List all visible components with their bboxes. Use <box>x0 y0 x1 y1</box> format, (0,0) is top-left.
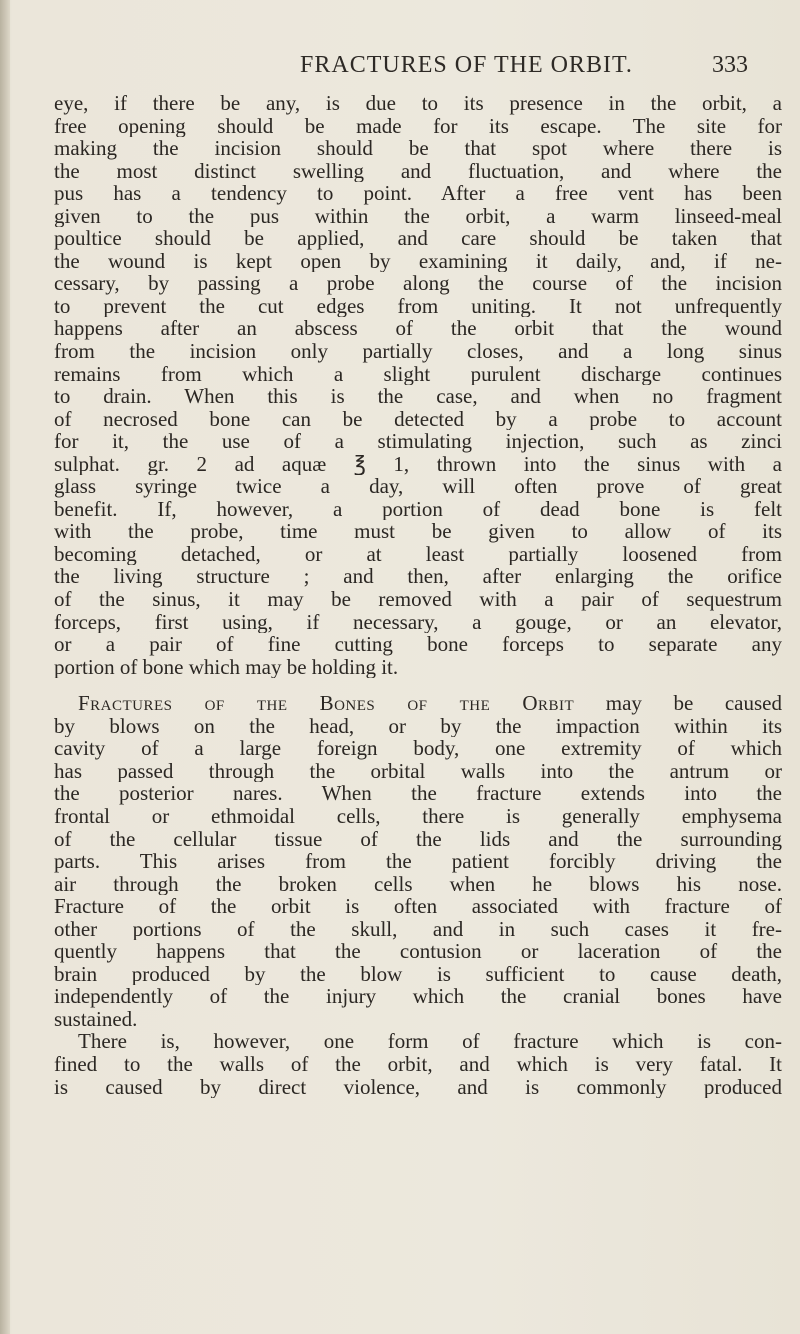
text-line: the wound is kept open by examining it daily, and, if ne- <box>54 249 782 273</box>
text-line: poultice should be applied, and care should be taken that <box>54 227 782 250</box>
text-line: frontal or ethmoidal cells, there is generally emphysema <box>54 804 782 828</box>
text-line: of necrosed bone can be detected by a probe to account <box>54 407 782 431</box>
text-line: the most distinct swelling and fluctuation, and where the <box>54 159 782 183</box>
text-line: brain produced by the blow is sufficient to cause death, <box>54 962 782 986</box>
text-line: free opening should be made for its escape. The site for <box>54 114 782 138</box>
text-line: fined to the walls of the orbit, and which is very fatal. It <box>54 1052 782 1076</box>
text-line: cavity of a large foreign body, one extremity of which <box>54 737 782 760</box>
text-line: for it, the use of a stimulating injection, such as zinci <box>54 430 782 453</box>
text-line: or a pair of fine cutting bone forceps to separate any <box>54 633 782 656</box>
paragraph-gap <box>54 678 782 692</box>
text-line: cessary, by passing a probe along the course of the incision <box>54 272 782 295</box>
text-line: eye, if there be any, is due to its presence in the orbit, a <box>54 92 782 115</box>
text-line: quently happens that the contusion or laceration of the <box>54 940 782 963</box>
page-binding-edge <box>0 0 10 1334</box>
heading-line-rest: may be caused <box>605 692 782 715</box>
text-line: portion of bone which may be holding it. <box>54 655 399 679</box>
paragraph-orbital-fractures <box>54 692 782 1030</box>
text-line: other portions of the skull, and in such cases it fre- <box>54 917 782 941</box>
text-line: is caused by direct violence, and is commonly produced <box>54 1075 782 1099</box>
text-line: pus has a tendency to point. After a free vent has been <box>54 182 782 205</box>
page-number: 333 <box>712 52 748 78</box>
text-line: making the incision should be that spot where there is <box>54 137 782 160</box>
text-line: to prevent the cut edges from uniting. It not unfrequently <box>54 294 782 318</box>
text-line: sustained. <box>54 1007 138 1031</box>
text-line: from the incision only partially closes, and a long sinus <box>54 340 782 363</box>
text-line: happens after an abscess of the orbit that the wound <box>54 317 782 341</box>
running-head <box>0 52 800 88</box>
text-line: by blows on the head, or by the impaction within its <box>54 714 782 738</box>
paragraph-orbital-abscess <box>54 92 782 678</box>
text-line: the living structure ; and then, after enlarging the orifice <box>54 565 782 589</box>
text-line: glass syringe twice a day, will often prove of great <box>54 475 782 498</box>
text-line: independently of the injury which the cranial bones have <box>54 985 782 1008</box>
section-heading-line <box>54 692 782 715</box>
text-line: has passed through the orbital walls into the antrum or <box>54 759 782 783</box>
text-line: the posterior nares. When the fracture extends into the <box>54 782 782 805</box>
text-line: of the sinus, it may be removed with a pair of sequestrum <box>54 588 782 611</box>
paragraph-fatal-fracture <box>54 1030 782 1098</box>
text-line: given to the pus within the orbit, a warm linseed-meal <box>54 204 782 228</box>
text-line: forceps, first using, if necessary, a gouge, or an elevator, <box>54 610 782 634</box>
text-line: to drain. When this is the case, and when no fragment <box>54 385 782 408</box>
text-line: becoming detached, or at least partially loosened from <box>54 542 782 566</box>
body-text <box>54 92 782 1098</box>
text-line: parts. This arises from the patient forcibly driving the <box>54 850 782 873</box>
section-heading: Fractures of the Bones of the Orbit <box>78 692 575 715</box>
text-line: remains from which a slight purulent discharge continues <box>54 362 782 386</box>
text-line: of the cellular tissue of the lids and the surrounding <box>54 827 782 851</box>
text-line: There is, however, one form of fracture which is con- <box>78 1030 782 1053</box>
text-line: with the probe, time must be given to allow of its <box>54 520 782 543</box>
text-line: air through the broken cells when he blows his nose. <box>54 872 782 896</box>
text-line: Fracture of the orbit is often associated with fracture of <box>54 895 782 918</box>
text-line: benefit. If, however, a portion of dead bone is felt <box>54 497 782 521</box>
text-line: sulphat. gr. 2 ad aquæ ℥ 1, thrown into the sinus with a <box>54 452 782 476</box>
running-title: FRACTURES OF THE ORBIT. <box>300 52 633 78</box>
